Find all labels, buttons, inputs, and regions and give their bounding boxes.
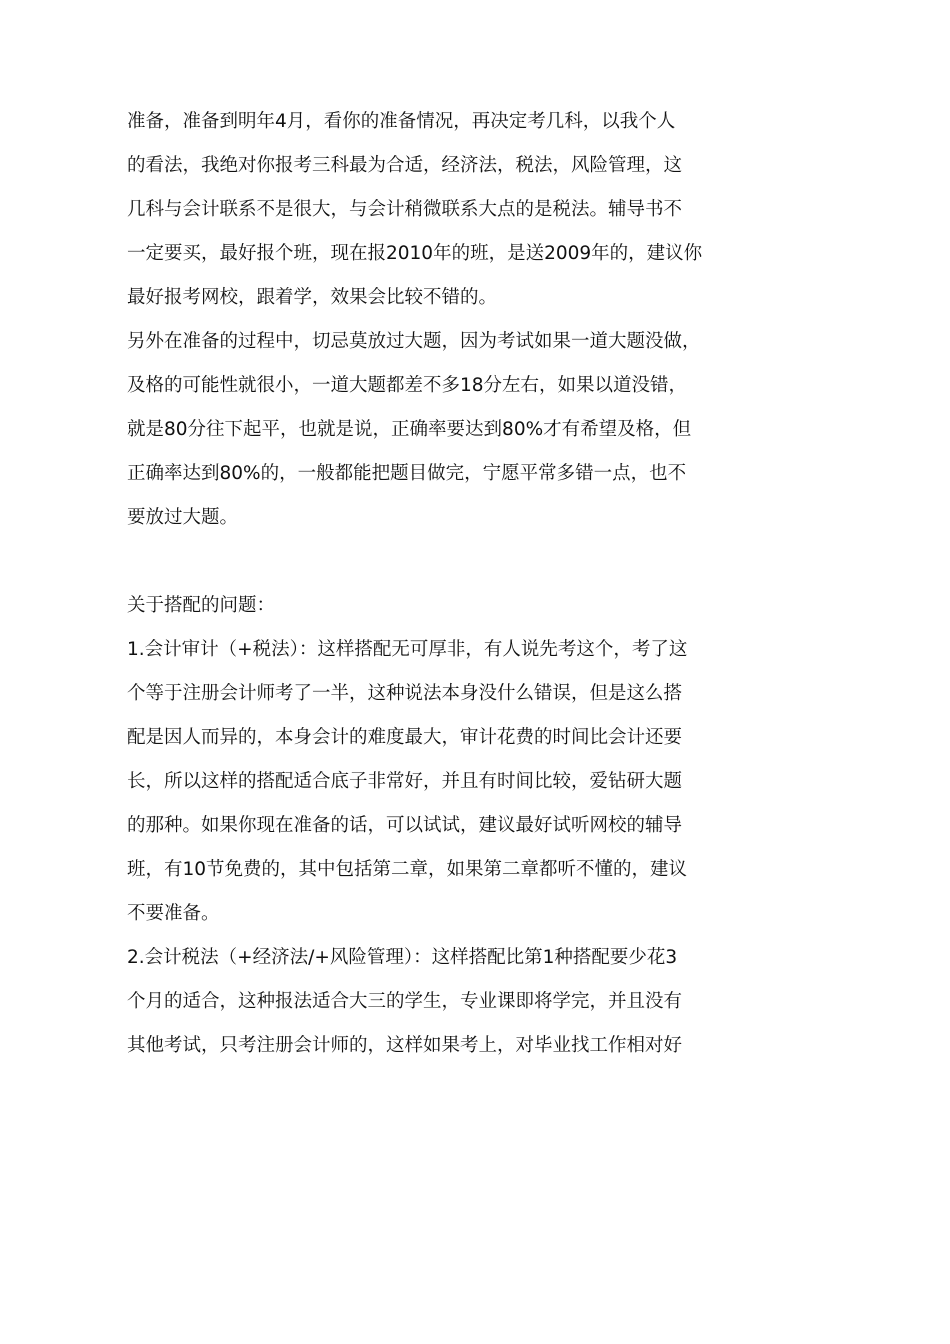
text-line: 一定要买，最好报个班，现在报2010年的班，是送2009年的，建议你 <box>127 243 703 264</box>
text-line: 准备，准备到明年4月，看你的准备情况，再决定考几科，以我个人 <box>127 111 676 132</box>
list-item-accounting-audit <box>127 628 715 936</box>
text-line: 其他考试，只考注册会计师的，这样如果考上，对毕业找工作相对好 <box>127 1035 683 1056</box>
list-item-accounting-tax <box>127 936 715 1068</box>
text-line: 及格的可能性就很小，一道大题都差不多18分左右，如果以道没错， <box>127 375 688 396</box>
text-line: 2.会计税法（+经济法/+风险管理）：这样搭配比第1种搭配要少花3 <box>127 947 678 968</box>
text-line: 几科与会计联系不是很大，与会计稍微联系大点的是税法。辅导书不 <box>127 199 683 220</box>
text-line: 个等于注册会计师考了一半，这种说法本身没什么错误，但是这么搭 <box>127 683 683 704</box>
document-body <box>127 100 715 1068</box>
text-line: 长，所以这样的搭配适合底子非常好，并且有时间比较，爱钻研大题 <box>127 771 683 792</box>
paragraph-big-questions <box>127 320 715 540</box>
section-heading: 关于搭配的问题： <box>127 595 276 616</box>
text-line: 的看法，我绝对你报考三科最为合适，经济法，税法，风险管理，这 <box>127 155 683 176</box>
text-line: 正确率达到80%的，一般都能把题目做完，宁愿平常多错一点，也不 <box>127 463 687 484</box>
text-line: 的那种。如果你现在准备的话，可以试试，建议最好试听网校的辅导 <box>127 815 683 836</box>
text-line: 要放过大题。 <box>127 507 239 528</box>
paragraph-spacer <box>127 540 715 584</box>
text-line: 个月的适合，这种报法适合大三的学生，专业课即将学完，并且没有 <box>127 991 683 1012</box>
text-line: 另外在准备的过程中，切忌莫放过大题，因为考试如果一道大题没做， <box>127 331 701 352</box>
text-line: 就是80分往下起平，也就是说，正确率要达到80%才有希望及格，但 <box>127 419 692 440</box>
text-line: 最好报考网校，跟着学，效果会比较不错的。 <box>127 287 498 308</box>
text-line: 班，有10节免费的，其中包括第二章，如果第二章都听不懂的，建议 <box>127 859 688 880</box>
text-line: 1.会计审计（+税法）：这样搭配无可厚非，有人说先考这个，考了这 <box>127 639 688 660</box>
paragraph-preparation <box>127 100 715 320</box>
text-line: 不要准备。 <box>127 903 220 924</box>
text-line: 配是因人而异的，本身会计的难度最大，审计花费的时间比会计还要 <box>127 727 683 748</box>
